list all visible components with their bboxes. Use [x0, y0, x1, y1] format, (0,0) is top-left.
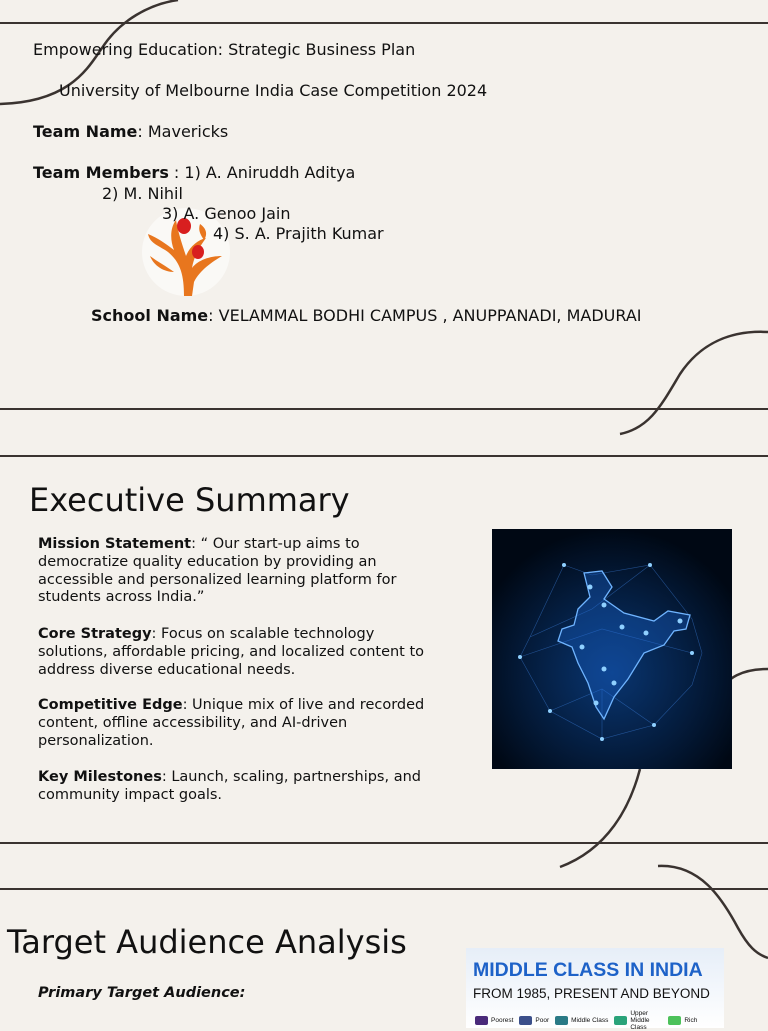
team-name-line [33, 122, 228, 142]
team-member-3: 3) A. Genoo Jain [162, 204, 291, 223]
core-strategy-label: Core Strategy [38, 626, 152, 642]
top-divider [0, 22, 768, 24]
school-label: School Name [91, 306, 209, 325]
primary-audience-subheading: Primary Target Audience: [38, 985, 246, 1001]
legend-item [614, 1010, 662, 1031]
core-strategy-text: : Focus on scalable technology solutions, affordable pricing, and localized content to address diverse educational needs. [38, 626, 425, 678]
india-network-map-image [492, 529, 732, 769]
legend-label: Rich [684, 1017, 698, 1024]
competition-name: University of Melbourne India Case Competition 2024 [59, 81, 488, 100]
legend-label: Middle Class [571, 1017, 609, 1024]
bottom-divider [0, 842, 768, 844]
key-milestones-text: : Launch, scaling, partnerships, and community impact goals. [38, 769, 421, 803]
executive-summary-slide [0, 455, 768, 867]
legend-swatch [555, 1016, 568, 1025]
legend-swatch [519, 1016, 532, 1025]
competitive-edge-text: : Unique mix of live and recorded content, offline accessibility, and AI-driven personalization. [38, 697, 425, 749]
legend-label: Upper Middle Class [630, 1010, 650, 1031]
team-name-label: Team Name [33, 122, 138, 141]
top-divider [0, 888, 768, 890]
mission-label: Mission Statement [38, 536, 192, 552]
infographic-title: MIDDLE CLASS IN INDIA [473, 959, 703, 981]
infographic-subtitle: FROM 1985, PRESENT AND BEYOND [473, 986, 710, 1001]
competitive-edge-label: Competitive Edge [38, 697, 183, 713]
legend-label: Poorest [491, 1017, 514, 1024]
team-members-line [33, 163, 355, 183]
section-heading: Target Audience Analysis [7, 923, 407, 961]
target-audience-slide [0, 888, 768, 1031]
team-member-4: 4) S. A. Prajith Kumar [213, 224, 384, 243]
section-heading: Executive Summary [29, 481, 350, 519]
key-milestones [38, 769, 430, 805]
legend-label: Poor [535, 1017, 550, 1024]
school-line [91, 306, 642, 326]
school-value: : VELAMMAL BODHI CAMPUS , ANUPPANADI, MADURAI [208, 306, 642, 325]
team-member-1: : 1) A. Aniruddh Aditya [168, 163, 356, 182]
legend-item [555, 1010, 608, 1031]
core-strategy [38, 626, 430, 679]
top-divider [0, 455, 768, 457]
team-member-2: 2) M. Nihil [102, 184, 183, 203]
plan-title: Empowering Education: Strategic Business Plan [33, 40, 416, 59]
competitive-edge [38, 697, 430, 750]
team-name-value: : Mavericks [137, 122, 229, 141]
infographic-legend [475, 1010, 697, 1031]
middle-class-infographic-image [466, 948, 724, 1031]
legend-item [668, 1010, 697, 1031]
mission-text: : “ Our start-up aims to democratize quality education by providing an accessible and personalized learning platform for students across India.” [38, 536, 397, 606]
decorative-curves [0, 0, 768, 434]
legend-swatch [668, 1016, 681, 1025]
legend-swatch [475, 1016, 488, 1025]
title-slide [0, 0, 768, 434]
legend-item [519, 1010, 549, 1031]
mission-statement [38, 536, 430, 607]
bottom-divider [0, 408, 768, 410]
legend-item [475, 1010, 513, 1031]
legend-swatch [614, 1016, 627, 1025]
team-members-label: Team Members [33, 163, 169, 182]
key-milestones-label: Key Milestones [38, 769, 162, 785]
